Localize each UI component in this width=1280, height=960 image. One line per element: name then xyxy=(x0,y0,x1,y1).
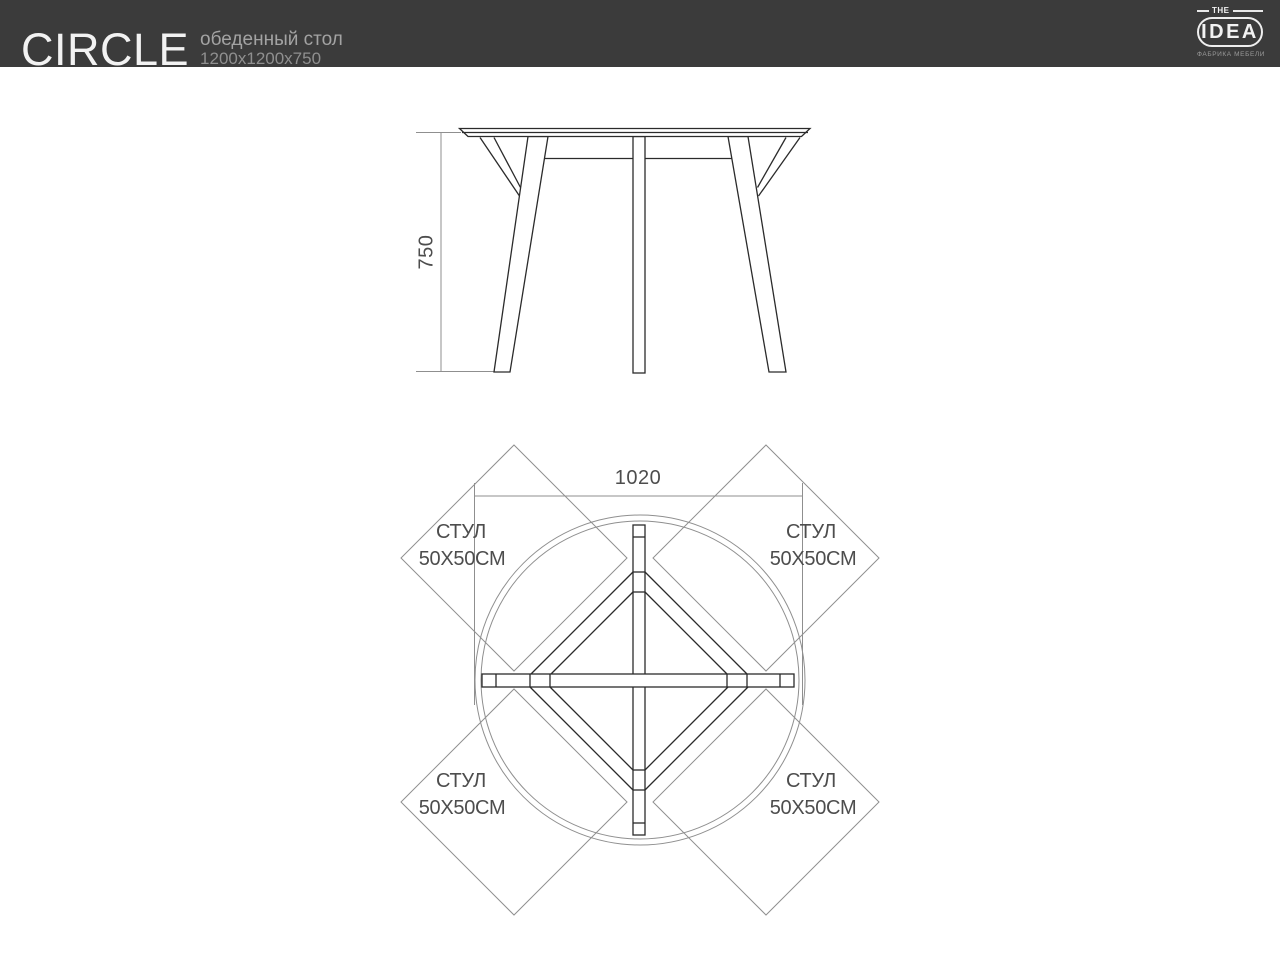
logo-idea-label: IDEA xyxy=(1201,21,1259,43)
logo-caption: ФАБРИКА МЕБЕЛИ xyxy=(1197,51,1266,58)
brand-logo xyxy=(1197,6,1266,58)
chair-label: СТУЛ xyxy=(436,521,486,543)
product-type: обеденный стол xyxy=(200,29,343,50)
base-cross xyxy=(482,525,794,835)
chair-label: СТУЛ xyxy=(436,770,486,792)
chair-label: СТУЛ xyxy=(786,521,836,543)
chair-size-label: 50X50СМ xyxy=(769,797,857,819)
header xyxy=(0,0,1280,75)
product-subtitle xyxy=(200,30,343,67)
side-height-dimension-label: 750 xyxy=(415,234,438,270)
title-block xyxy=(21,0,343,81)
chair-label: СТУЛ xyxy=(786,770,836,792)
logo-dash-left xyxy=(1197,10,1209,12)
side-view xyxy=(415,129,810,374)
chair-size-label: 50X50СМ xyxy=(418,548,506,570)
top-view xyxy=(401,445,879,915)
logo-dash-right xyxy=(1233,10,1264,12)
product-title: CIRCLE xyxy=(21,23,190,75)
chair-size-label: 50X50СМ xyxy=(769,548,857,570)
side-tabletop xyxy=(460,129,811,137)
logo-badge xyxy=(1197,17,1263,47)
chair-size-label: 50X50СМ xyxy=(418,797,506,819)
logo-top-row xyxy=(1197,7,1263,15)
product-dimensions: 1200x1200x750 xyxy=(200,49,322,68)
top-width-dimension-label: 1020 xyxy=(614,467,662,489)
logo-the-label: THE xyxy=(1212,6,1230,15)
side-legs xyxy=(494,137,786,374)
